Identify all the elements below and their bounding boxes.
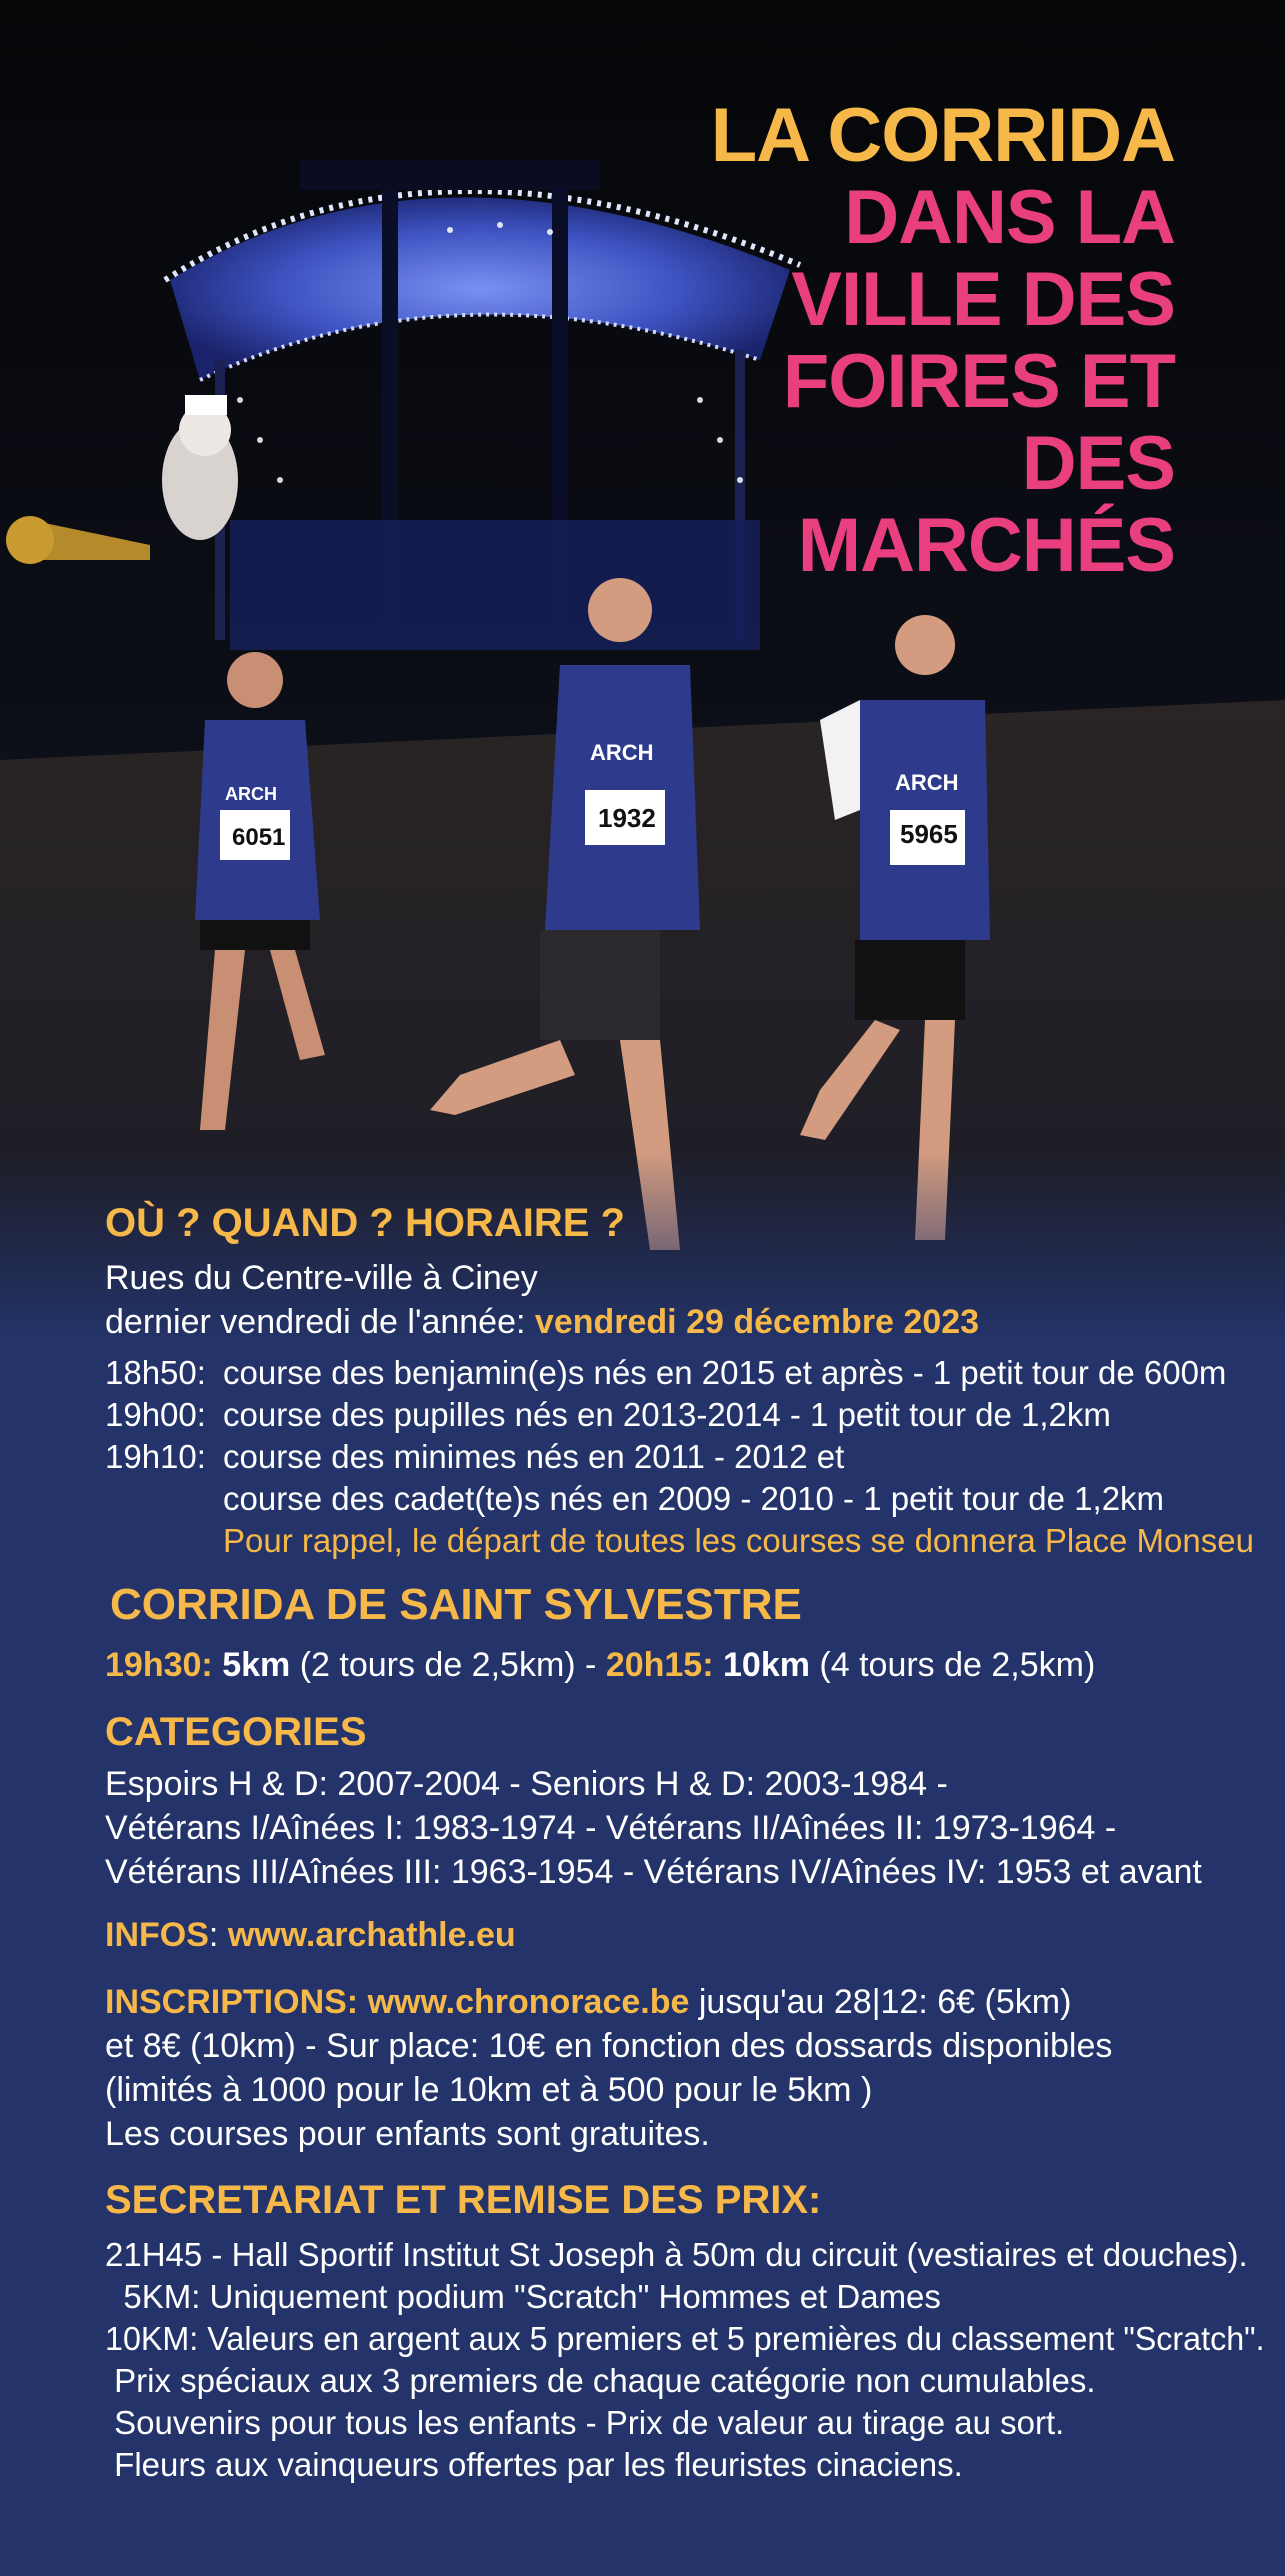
title-line: LA CORRIDA	[710, 93, 1175, 178]
reminder-row	[105, 1520, 1254, 1562]
shirt-logo: ARCH	[590, 740, 654, 765]
schedule-row	[105, 1352, 1226, 1394]
corrida-distance-2: 10km	[723, 1646, 810, 1684]
title-line: DANS LA	[844, 175, 1175, 260]
inscriptions-line: et 8€ (10km) - Sur place: 10€ en fonction des dossards disponibles	[105, 2027, 1113, 2065]
where-date	[105, 1302, 979, 1342]
reminder-text: Pour rappel, le départ de toutes les courses se donnera Place Monseu	[223, 1522, 1254, 1559]
title-line: MARCHÉS	[797, 503, 1175, 588]
inscriptions-rest: jusqu'au 28|12: 6€ (5km)	[698, 1983, 1072, 2021]
categories-heading: CATEGORIES	[105, 1710, 367, 1754]
bib-number: 5965	[900, 819, 958, 849]
infos-label: INFOS	[105, 1916, 209, 1954]
inscriptions-link[interactable]: www.chronorace.be	[367, 1983, 690, 2021]
shirt-logo: ARCH	[225, 784, 277, 804]
title-line: FOIRES ET	[782, 339, 1175, 424]
date-label: dernier vendredi de l'année:	[105, 1303, 526, 1341]
schedule-text: course des pupilles nés en 2013-2014 - 1 petit tour de 1,2km	[223, 1396, 1111, 1433]
inscriptions-line: Les courses pour enfants sont gratuites.	[105, 2115, 710, 2153]
secretariat-heading: SECRETARIAT ET REMISE DES PRIX:	[105, 2178, 822, 2222]
categories-line: Vétérans III/Aînées III: 1963-1954 - Vétérans IV/Aînées IV: 1953 et avant	[105, 1853, 1202, 1891]
corrida-heading: CORRIDA DE SAINT SYLVESTRE	[110, 1580, 802, 1629]
schedule-text: course des benjamin(e)s nés en 2015 et après - 1 petit tour de 600m	[223, 1354, 1227, 1391]
secretariat-line: 5KM: Uniquement podium "Scratch" Hommes et Dames	[105, 2278, 941, 2315]
infos-row	[105, 1915, 516, 1955]
categories-line: Espoirs H & D: 2007-2004 - Seniors H & D: 2003-1984 -	[105, 1765, 948, 1803]
schedule-row	[105, 1394, 1111, 1436]
schedule-row	[105, 1436, 844, 1478]
secretariat-line: 10KM: Valeurs en argent aux 5 premiers et 5 premières du classement "Scratch".	[105, 2320, 1265, 2357]
corrida-distance-1: 5km	[222, 1646, 291, 1684]
secretariat-line: 21H45 - Hall Sportif Institut St Joseph à 50m du circuit (vestiaires et douches).	[105, 2236, 1248, 2273]
title-line: DES	[1021, 421, 1175, 506]
schedule-text: course des cadet(te)s nés en 2009 - 2010 - 1 petit tour de 1,2km	[223, 1480, 1165, 1517]
corrida-times	[105, 1645, 1095, 1685]
inscriptions-line: (limités à 1000 pour le 10km et à 500 pour le 5km )	[105, 2071, 873, 2109]
where-place: Rues du Centre-ville à Ciney	[105, 1259, 538, 1297]
categories-line: Vétérans I/Aînées I: 1983-1974 - Vétérans II/Aînées II: 1973-1964 -	[105, 1809, 1117, 1847]
date-value: vendredi 29 décembre 2023	[534, 1303, 980, 1341]
bib-number: 6051	[232, 824, 286, 851]
title-line: VILLE DES	[791, 257, 1175, 342]
schedule-time: 19h10:	[105, 1438, 206, 1475]
secretariat-line: Prix spéciaux aux 3 premiers de chaque catégorie non cumulables.	[105, 2362, 1096, 2399]
infos-link[interactable]: www.archathle.eu	[227, 1916, 516, 1954]
schedule-row	[105, 1478, 1164, 1520]
infos-sep: :	[208, 1916, 219, 1954]
where-heading: OÙ ? QUAND ? HORAIRE ?	[105, 1201, 625, 1245]
corrida-time-1: 19h30:	[105, 1646, 213, 1684]
corrida-detail-1: (2 tours de 2,5km) -	[299, 1646, 597, 1684]
inscriptions-row	[105, 1982, 1071, 2022]
schedule-text: course des minimes nés en 2011 - 2012 et	[223, 1438, 845, 1475]
schedule-time: 18h50:	[105, 1354, 206, 1391]
bib-number: 1932	[598, 803, 656, 833]
secretariat-line: Souvenirs pour tous les enfants - Prix de valeur au tirage au sort.	[105, 2404, 1065, 2441]
schedule-time: 19h00:	[105, 1396, 206, 1433]
inscriptions-label: INSCRIPTIONS:	[105, 1983, 359, 2021]
corrida-detail-2: (4 tours de 2,5km)	[819, 1646, 1096, 1684]
corrida-time-2: 20h15:	[605, 1646, 714, 1684]
secretariat-line: Fleurs aux vainqueurs offertes par les fleuristes cinaciens.	[105, 2446, 963, 2483]
shirt-logo: ARCH	[895, 770, 959, 795]
